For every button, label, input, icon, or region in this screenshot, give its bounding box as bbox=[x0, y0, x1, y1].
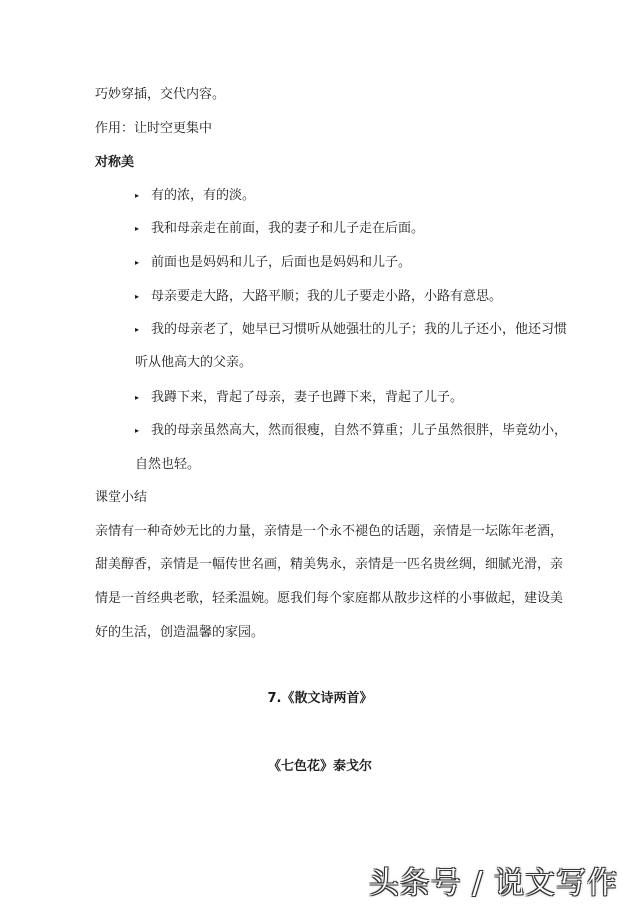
list-item bbox=[135, 288, 502, 306]
list-item bbox=[135, 220, 424, 238]
summary-line: 甜美醇香，亲情是一幅传世名画，精美隽永，亲情是一匹名贵丝绸，细腻光滑，亲 bbox=[95, 557, 564, 572]
summary-line: 情是一首经典老歌，轻柔温婉。愿我们每个家庭都从散步这样的小事做起，建设美 bbox=[95, 591, 564, 606]
list-item bbox=[135, 389, 463, 407]
bullet-marker-icon: ▸ bbox=[135, 426, 140, 435]
bullet-marker-icon: ▸ bbox=[135, 258, 140, 267]
bullet-marker-icon: ▸ bbox=[135, 191, 140, 200]
summary-line: 亲情有一种奇妙无比的力量，亲情是一个永不褪色的话题，亲情是一坛陈年老酒， bbox=[95, 524, 564, 539]
bullet-marker-icon: ▸ bbox=[135, 325, 140, 334]
bullet-marker-icon: ▸ bbox=[135, 224, 140, 233]
list-item-continuation: 听从他高大的父亲。 bbox=[135, 355, 253, 370]
list-item bbox=[135, 254, 411, 272]
list-item bbox=[135, 321, 567, 339]
list-item-text: 我的母亲虽然高大，然而很瘦，自然不算重；儿子虽然很胖，毕竟幼小， bbox=[151, 423, 568, 438]
list-item-text: 有的浓，有的淡。 bbox=[151, 188, 256, 203]
watermark: 头条号 / 说文写作 bbox=[368, 866, 618, 901]
bullet-marker-icon: ▸ bbox=[135, 292, 140, 301]
list-item bbox=[135, 422, 567, 440]
bullet-marker-icon: ▸ bbox=[135, 393, 140, 402]
list-item bbox=[135, 187, 255, 205]
list-item-continuation: 自然也轻。 bbox=[135, 457, 201, 472]
chapter-title: 7.《散文诗两首》 bbox=[267, 691, 373, 706]
list-item-text: 母亲要走大路，大路平顺；我的儿子要走小路，小路有意思。 bbox=[151, 289, 503, 304]
intro-line-1: 巧妙穿插，交代内容。 bbox=[95, 87, 226, 102]
intro-line-2: 作用：让时空更集中 bbox=[95, 121, 213, 136]
poem-title: 《七色花》泰戈尔 bbox=[267, 759, 372, 774]
section-heading: 对称美 bbox=[95, 155, 135, 170]
summary-line: 好的生活，创造温馨的家园。 bbox=[95, 625, 265, 640]
list-item-text: 我的母亲老了，她早已习惯听从她强壮的儿子；我的儿子还小，他还习惯 bbox=[151, 322, 568, 337]
list-item-text: 前面也是妈妈和儿子，后面也是妈妈和儿子。 bbox=[151, 255, 412, 270]
list-item-text: 我蹲下来，背起了母亲，妻子也蹲下来，背起了儿子。 bbox=[151, 390, 464, 405]
summary-heading: 课堂小结 bbox=[95, 490, 148, 505]
list-item-text: 我和母亲走在前面，我的妻子和儿子走在后面。 bbox=[151, 221, 425, 236]
